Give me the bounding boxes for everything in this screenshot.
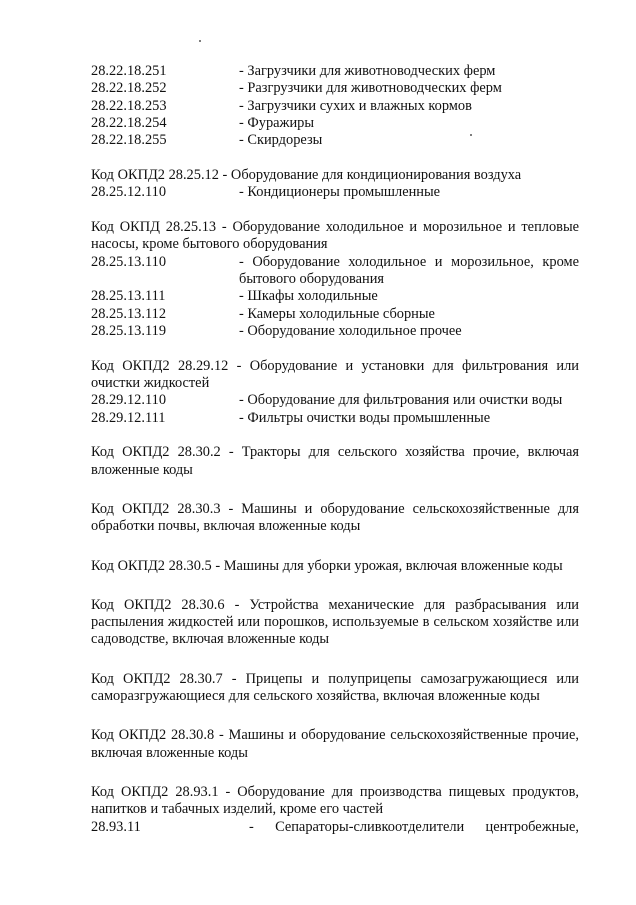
code-description: - Разгрузчики для животноводческих ферм [239,80,502,97]
code-section [91,727,579,762]
code-row [91,63,579,80]
code-row [91,323,579,340]
code-row [91,254,579,289]
okpd-code: 28.93.11 [91,818,141,835]
okpd-code: 28.25.13.119 [91,322,167,339]
code-section [91,167,579,202]
code-row [91,98,579,115]
section-heading: Код ОКПД2 28.29.12 - Оборудование и установки для фильтрования или очистки жидкостей [91,357,579,391]
okpd-code: 28.25.13.112 [91,305,167,322]
okpd-code: 28.29.12.111 [91,409,166,426]
okpd-code: 28.22.18.253 [91,97,167,114]
code-description: - Фильтры очистки воды промышленные [239,409,491,426]
okpd-code: 28.22.18.254 [91,114,167,131]
okpd-code: 28.22.18.252 [91,80,167,97]
code-list [91,63,579,149]
code-description: - Кондиционеры промышленные [239,184,441,201]
code-row [91,288,579,305]
section-heading: Код ОКПД 28.25.13 - Оборудование холодильное и морозильное и тепловые насосы, кроме бытового оборудования [91,219,579,253]
code-row [91,819,579,836]
code-description: - Шкафы холодильные [239,288,378,305]
okpd-code: 28.25.13.110 [91,253,167,270]
code-section [91,597,579,649]
code-section [91,358,579,427]
code-row [91,306,579,323]
code-section [91,444,579,479]
section-heading: Код ОКПД2 28.30.3 - Машины и оборудование сельскохозяйственные для обработки почвы, включая вложенные коды [91,500,579,535]
scan-speck [199,40,201,42]
okpd-code: 28.25.12.110 [91,184,167,201]
section-heading: Код ОКПД2 28.30.6 - Устройства механические для разбрасывания или распыления жидкостей или порошков, используемые в сельском хозяйстве или садоводстве, включая вложенные коды [91,596,579,648]
code-description: - Фуражиры [239,114,315,131]
code-row [91,392,579,409]
code-description: - Оборудование холодильное и морозильное, кроме бытового оборудования [239,253,579,287]
code-description: - Скирдорезы [239,132,323,149]
code-row [91,132,579,149]
code-description: - Загрузчики для животноводческих ферм [239,63,496,79]
section-heading: Код ОКПД2 28.30.8 - Машины и оборудование сельскохозяйственные прочие, включая вложенные коды [91,727,579,761]
okpd-code: 28.25.13.111 [91,288,166,305]
code-section [91,219,579,340]
code-section [91,784,579,836]
okpd-code: 28.29.12.110 [91,392,167,409]
okpd-code: 28.22.18.255 [91,132,167,149]
okpd-code: 28.22.18.251 [91,63,167,79]
section-heading: Код ОКПД2 28.25.12 - Оборудование для кондиционирования воздуха [91,166,522,183]
section-heading: Код ОКПД2 28.30.2 - Тракторы для сельского хозяйства прочие, включая вложенные коды [91,444,579,478]
document-body [91,63,579,836]
code-description: - Загрузчики сухих и влажных кормов [239,97,472,114]
section-heading: Код ОКПД2 28.30.7 - Прицепы и полуприцепы самозагружающиеся или саморазгружающиеся для сельского хозяйства, включая вложенные коды [91,670,579,705]
code-description: - Оборудование для фильтрования или очистки воды [239,392,563,409]
code-description: - Сепараторы-сливкоотделители центробежные, [249,818,579,835]
code-section [91,501,579,536]
code-section [91,558,579,575]
code-row [91,115,579,132]
code-row [91,184,579,201]
code-description: - Оборудование холодильное прочее [239,322,462,339]
code-section [91,671,579,706]
section-heading: Код ОКПД2 28.30.5 - Машины для уборки урожая, включая вложенные коды [91,557,563,574]
code-description: - Камеры холодильные сборные [239,305,435,322]
code-row [91,80,579,97]
code-row [91,410,579,427]
section-heading: Код ОКПД2 28.93.1 - Оборудование для производства пищевых продуктов, напитков и табачных изделий, кроме его частей [91,783,579,818]
